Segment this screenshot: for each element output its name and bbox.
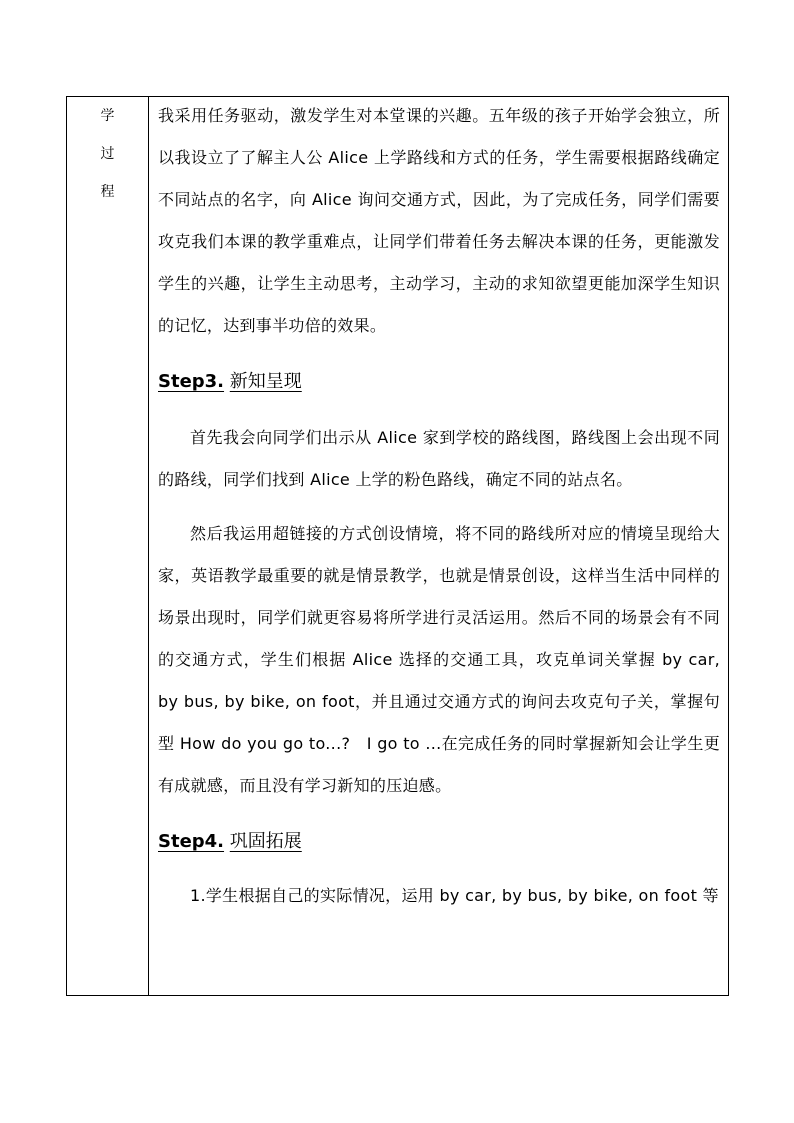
left-label-char-2: 过 (100, 146, 115, 162)
step4-title: 巩固拓展 (229, 831, 302, 852)
step3-paragraph-1: 首先我会向同学们出示从 Alice 家到学校的路线图，路线图上会出现不同的路线，同学们找到 Alice 上学的粉色路线，确定不同的站点名。 (158, 428, 720, 489)
column-divider (148, 97, 149, 995)
step3-label: Step3. (158, 371, 225, 392)
left-label-char-3: 程 (100, 184, 115, 200)
step4-heading (158, 819, 720, 865)
step4-item-1: 1.学生根据自己的实际情况，运用 by car, by bus, by bike, on foot 等 (190, 886, 719, 905)
left-label-char-1: 学 (100, 108, 115, 124)
document-table (66, 96, 729, 996)
step3-title: 新知呈现 (229, 371, 302, 392)
step3-heading (158, 359, 720, 405)
intro-paragraph: 我采用任务驱动，激发学生对本堂课的兴趣。五年级的孩子开始学会独立，所以我设立了了解主人公 Alice 上学路线和方式的任务，学生需要根据路线确定不同站点的名字，向 Alice 询问交通方式，因此，为了完成任务，同学们需要攻克我们本课的教学重难点，让同学们带着任务去解决本课的任务，更能激发学生的兴趣，让学生主动思考，主动学习，主动的求知欲望更能加深学生知识的记忆，达到事半功倍的效果。 (158, 106, 720, 335)
content-cell (158, 97, 720, 917)
step4-label: Step4. (158, 831, 225, 852)
left-column-label (67, 97, 148, 211)
step3-paragraph-2: 然后我运用超链接的方式创设情境，将不同的路线所对应的情境呈现给大家，英语教学最重要的就是情景教学，也就是情景创设，这样当生活中同样的场景出现时，同学们就更容易将所学进行灵活运用。然后不同的场景会有不同的交通方式，学生们根据 Alice 选择的交通工具，攻克单词关掌握 by car, by bus, by bike, on foot，并且通过交通方式的询问去攻克句子关，掌握句型 How do you go to...? I go to ...在完成任务的同时掌握新知会让学生更有成就感，而且没有学习新知的压迫感。 (158, 524, 720, 795)
